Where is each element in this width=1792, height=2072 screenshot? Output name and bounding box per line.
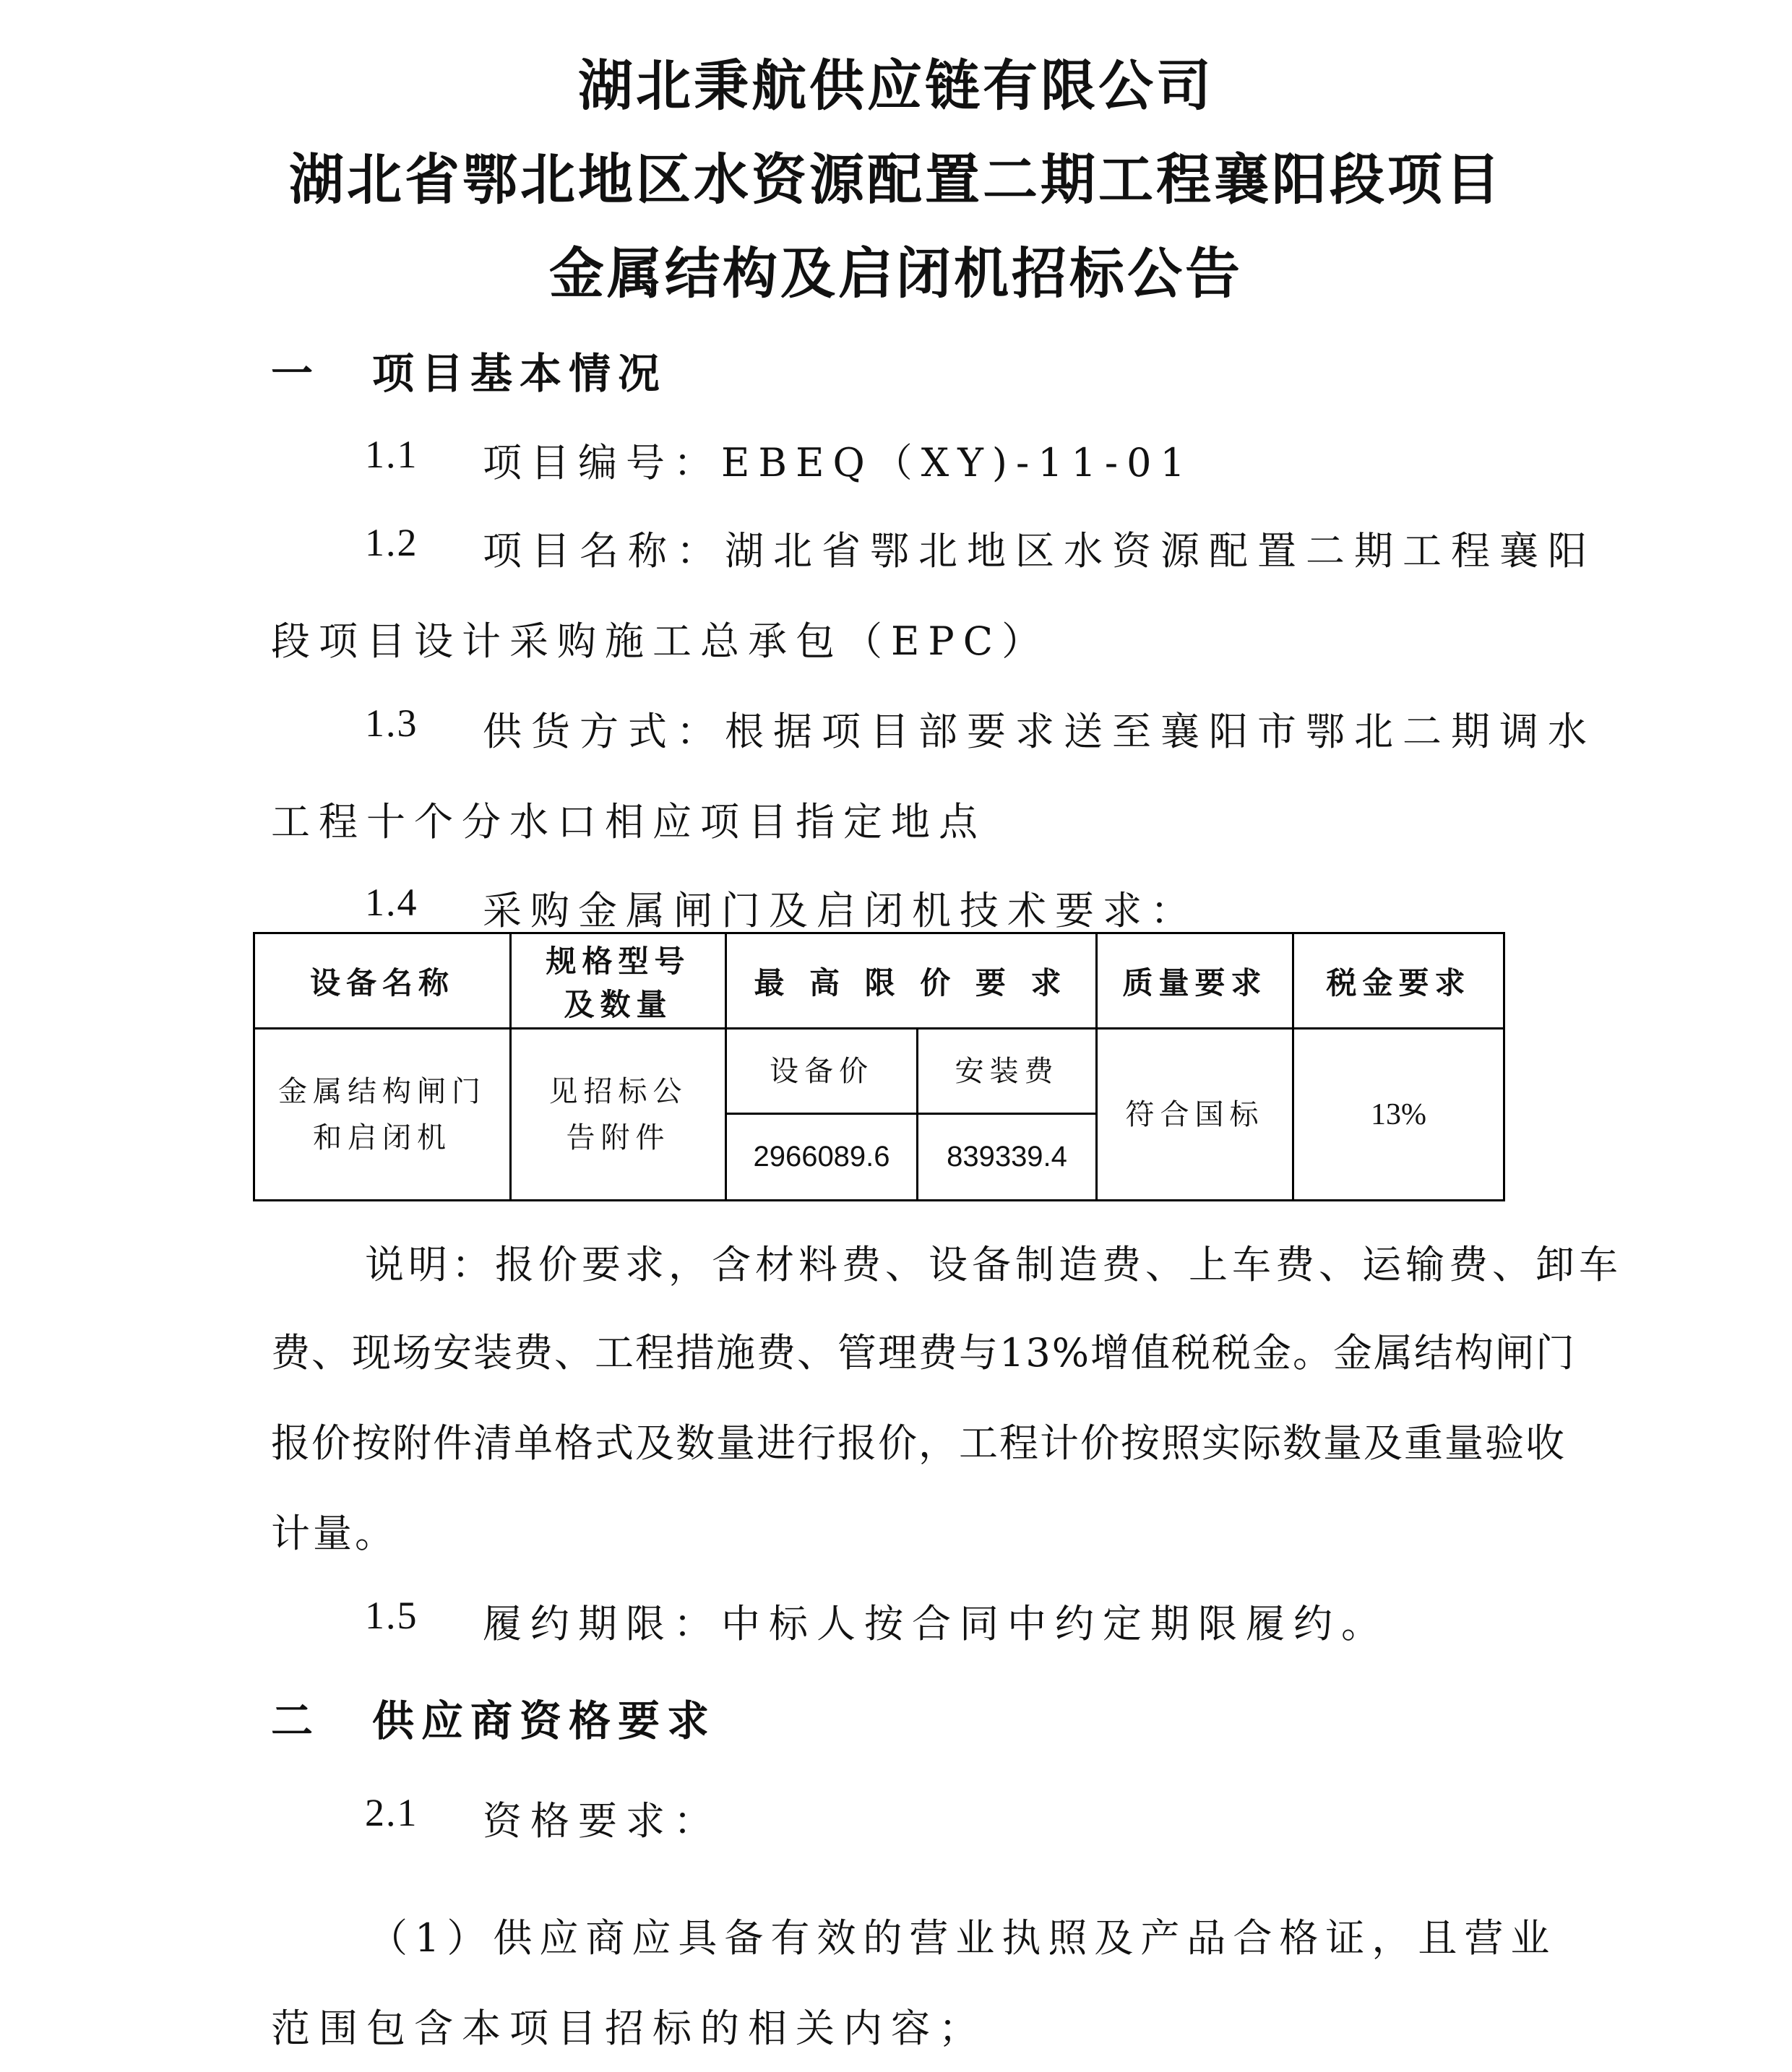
item-2-1-text: 资格要求： <box>483 1798 721 1844</box>
cell-tax: 13% <box>1293 1029 1504 1201</box>
cell-install-fee: 839339.4 <box>918 1114 1097 1201</box>
cell-spec <box>511 1029 726 1201</box>
cell-quality: 符合国标 <box>1097 1029 1293 1201</box>
section1-number: 一 <box>271 349 321 398</box>
header-spec-line2: 及数量 <box>564 986 673 1022</box>
note-line4: 计量。 <box>271 1511 397 1556</box>
cell-equipment-name-line1: 金属结构闸门 <box>278 1074 486 1108</box>
note-line3: 报价按附件清单格式及数量进行报价，工程计价按照实际数量及重量验收 <box>271 1420 1566 1466</box>
item-1-1-text: 项目编号：EBEQ（XY)-11-01 <box>483 440 1194 485</box>
item-1-3-line1: 供货方式：根据项目部要求送至襄阳市鄂北二期调水 <box>483 709 1596 754</box>
cell-install-fee-label: 安装费 <box>918 1029 1097 1114</box>
note-line2: 费、现场安装费、工程措施费、管理费与13%增值税税金。金属结构闸门 <box>271 1330 1577 1376</box>
project-title: 湖北省鄂北地区水资源配置二期工程襄阳段项目 <box>289 147 1503 212</box>
notice-title: 金属结构及启闭机招标公告 <box>549 241 1243 306</box>
header-spec <box>511 933 726 1029</box>
spec-table <box>253 932 1505 1201</box>
company-title: 湖北秉航供应链有限公司 <box>578 53 1214 118</box>
cell-spec-line2: 告附件 <box>566 1121 671 1154</box>
table-row <box>254 1029 1504 1114</box>
item-1-5-number: 1.5 <box>365 1594 418 1637</box>
cell-equipment-price-label: 设备价 <box>726 1029 918 1114</box>
cell-equipment-name <box>254 1029 511 1201</box>
header-quality: 质量要求 <box>1097 933 1293 1029</box>
requirement-1-line1: （1）供应商应具备有效的营业执照及产品合格证，且营业 <box>369 1915 1557 1961</box>
item-1-3-line2: 工程十个分水口相应项目指定地点 <box>271 799 986 845</box>
header-equipment-name: 设备名称 <box>254 933 511 1029</box>
cell-spec-line1: 见招标公 <box>548 1074 688 1108</box>
item-1-2-line2: 段项目设计采购施工总承包（EPC） <box>271 618 1050 664</box>
item-1-3-number: 1.3 <box>365 702 418 745</box>
header-max-price: 最 高 限 价 要 求 <box>726 933 1097 1029</box>
note-line1: 说明：报价要求，含材料费、设备制造费、上车费、运输费、卸车 <box>365 1242 1622 1287</box>
header-tax: 税金要求 <box>1293 933 1504 1029</box>
item-2-1-number: 2.1 <box>365 1791 418 1834</box>
section1-heading: 项目基本情况 <box>372 349 668 398</box>
section2-number: 二 <box>271 1696 321 1745</box>
cell-equipment-price: 2966089.6 <box>726 1114 918 1201</box>
item-1-2-number: 1.2 <box>365 521 418 564</box>
item-1-4-text: 采购金属闸门及启闭机技术要求： <box>483 888 1198 933</box>
table-header-row <box>254 933 1504 1029</box>
item-1-4-number: 1.4 <box>365 881 418 924</box>
item-1-1-number: 1.1 <box>365 433 418 476</box>
item-1-5-text: 履约期限：中标人按合同中约定期限履约。 <box>483 1601 1389 1646</box>
requirement-1-line2: 范围包含本项目招标的相关内容； <box>271 2006 986 2051</box>
section2-heading: 供应商资格要求 <box>372 1696 717 1745</box>
header-spec-line1: 规格型号 <box>546 943 691 979</box>
item-1-2-line1: 项目名称：湖北省鄂北地区水资源配置二期工程襄阳 <box>483 528 1596 574</box>
cell-equipment-name-line2: 和启闭机 <box>313 1121 452 1154</box>
